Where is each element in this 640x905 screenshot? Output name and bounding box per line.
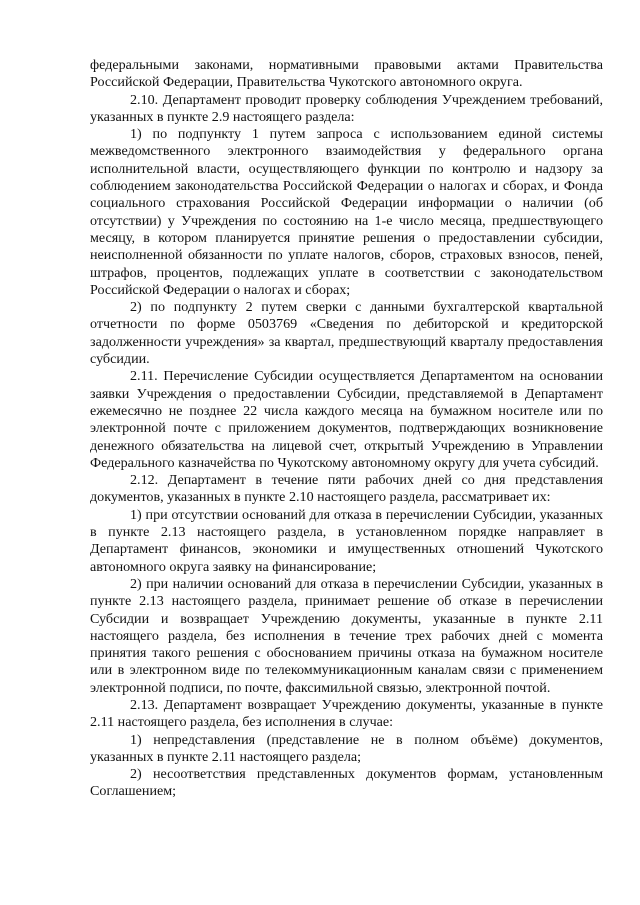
paragraph-2-11: 2.11. Перечисление Субсидии осуществляется Департаментом на основании заявки Учреждения о предоставлении Субсидии, представляемой в Департамент ежемесячно не позднее 22 числа каждого месяца на бумажном носителе или по электронной почте с приложением документов, подтверждающих возникновение денежного обязательства на лицевой счет, открытый Учреждению в Управлении Федерального казначейства по Чукотскому автономному округу для учета субсидий. <box>90 368 603 471</box>
document-page <box>90 57 603 801</box>
paragraph-2-10: 2.10. Департамент проводит проверку соблюдения Учреждением требований, указанных в пункте 2.9 настоящего раздела: <box>90 91 603 125</box>
paragraph-2-12-item-1: 1) при отсутствии оснований для отказа в перечислении Субсидии, указанных в пункте 2.13 настоящего раздела, в установленном порядке направляет в Департамент финансов, экономики и имущественных отношений Чукотского автономного округа заявку на финансирование; <box>90 506 603 575</box>
paragraph-2-10-item-1: 1) по подпункту 1 путем запроса с использованием единой системы межведомственного электронного взаимодействия у федерального органа исполнительной власти, осуществляющего функции по контролю и надзору за соблюдением законодательства Российской Федерации о налогах и сборах, и Фонда социального страхования Российской Федерации информации о наличии (об отсутствии) у Учреждения по состоянию на 1-е число месяца, предшествующего месяцу, в котором планируется принятие решения о предоставлении субсидии, неисполненной обязанности по уплате налогов, сборов, страховых взносов, пеней, штрафов, процентов, подлежащих уплате в соответствии с законодательством Российской Федерации о налогах и сборах; <box>90 126 603 298</box>
paragraph-2-10-item-2: 2) по подпункту 2 путем сверки с данными бухгалтерской квартальной отчетности по форме 0503769 «Сведения по дебиторской и кредиторской задолженности учреждения» за квартал, предшествующий кварталу предоставления субсидии. <box>90 299 603 368</box>
paragraph-2-13-item-1: 1) непредставления (представление не в полном объёме) документов, указанных в пункте 2.11 настоящего раздела; <box>90 731 603 765</box>
paragraph-2-13: 2.13. Департамент возвращает Учреждению документы, указанные в пункте 2.11 настоящего раздела, без исполнения в случае: <box>90 696 603 731</box>
paragraph-continuation: федеральными законами, нормативными правовыми актами Правительства Российской Федерации, Правительства Чукотского автономного округа. <box>90 57 603 91</box>
paragraph-2-12: 2.12. Департамент в течение пяти рабочих дней со дня представления документов, указанных в пункте 2.10 настоящего раздела, рассматривает их: <box>90 472 603 506</box>
paragraph-2-12-item-2: 2) при наличии оснований для отказа в перечислении Субсидии, указанных в пункте 2.13 настоящего раздела, принимает решение об отказе в перечислении Субсидии и возвращает Учреждению документы, указанные в пункте 2.11 настоящего раздела, без исполнения в течение трех рабочих дней с момента принятия такого решения с обоснованием причины отказа на бумажном носителе или в электронном виде по телекоммуникационным каналам связи с применением электронной подписи, по почте, факсимильной связью, электронной почтой. <box>90 575 603 696</box>
paragraph-2-13-item-2: 2) несоответствия представленных документов формам, установленным Соглашением; <box>90 766 603 800</box>
